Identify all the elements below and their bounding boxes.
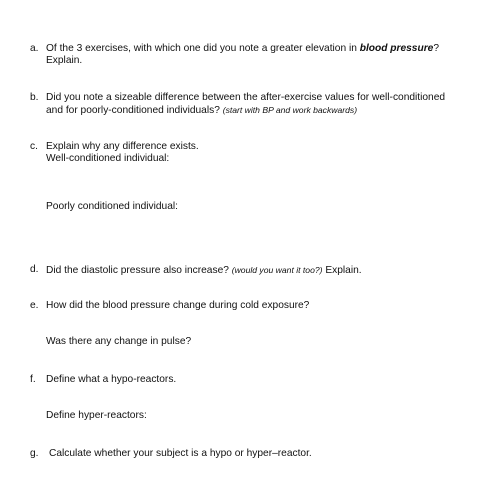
question-a-line1 — [46, 43, 472, 55]
question-g-letter: g. — [30, 448, 39, 459]
question-e-sub: Was there any change in pulse? — [46, 336, 192, 347]
question-c — [30, 141, 472, 165]
question-b-line2-pre: and for poorly-conditioned individuals? — [46, 105, 223, 116]
question-b-text — [46, 92, 472, 117]
question-a-text — [46, 43, 472, 67]
question-a-line2: Explain. — [46, 55, 83, 66]
question-d-letter: d. — [30, 264, 39, 275]
question-e-letter: e. — [30, 300, 39, 311]
question-g-line1: Calculate whether your subject is a hypo or hyper–reactor. — [49, 448, 312, 459]
question-d-note: (would you want it too?) — [231, 265, 323, 275]
question-d-line1 — [46, 264, 472, 277]
question-f-sub: Define hyper-reactors: — [46, 410, 147, 421]
question-d-pre: Did the diastolic pressure also increase? — [46, 265, 232, 276]
question-d — [30, 264, 472, 277]
question-c-sub: Poorly conditioned individual: — [46, 201, 178, 212]
question-b-line2 — [46, 104, 472, 117]
question-f-line1: Define what a hypo-reactors. — [46, 374, 177, 385]
question-a — [30, 43, 472, 67]
question-c-letter: c. — [30, 141, 38, 152]
question-e — [30, 300, 472, 312]
question-g-text — [49, 448, 472, 460]
question-g — [30, 448, 472, 460]
question-c-text — [46, 141, 472, 165]
question-b — [30, 92, 472, 117]
question-b-letter: b. — [30, 92, 39, 103]
question-a-line1-post: ? — [433, 43, 439, 54]
question-a-letter: a. — [30, 43, 39, 54]
question-c-line2: Well-conditioned individual: — [46, 153, 170, 164]
question-d-text — [46, 264, 472, 277]
question-b-note: (start with BP and work backwards) — [222, 105, 358, 115]
question-a-line1-pre: Of the 3 exercises, with which one did you note a greater elevation in — [46, 43, 360, 54]
question-f-text — [46, 374, 472, 386]
question-e-line1: How did the blood pressure change during cold exposure? — [46, 300, 310, 311]
question-e-text — [46, 300, 472, 312]
question-d-post: Explain. — [322, 265, 362, 276]
question-a-emphasis: blood pressure — [359, 43, 434, 54]
question-f-letter: f. — [30, 374, 36, 385]
question-c-line1: Explain why any difference exists. — [46, 141, 199, 152]
question-f — [30, 374, 472, 386]
question-b-line1: Did you note a sizeable difference between the after-exercise values for well-conditioned — [46, 92, 446, 103]
